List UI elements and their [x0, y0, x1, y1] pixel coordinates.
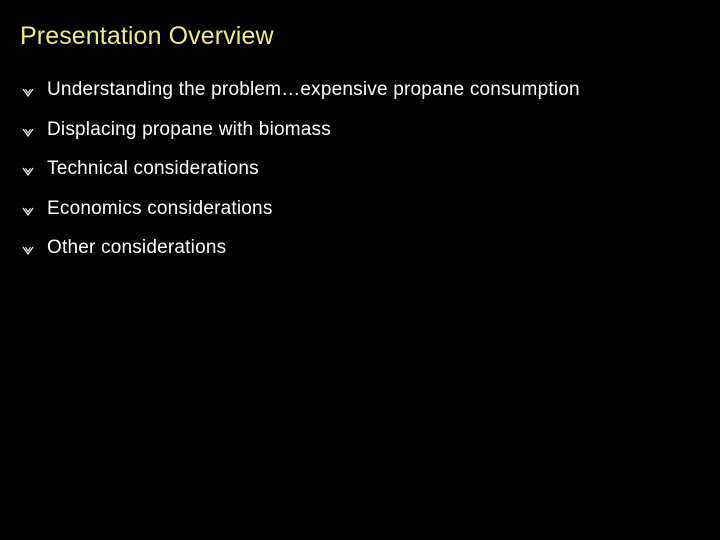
list-item: [20, 195, 580, 223]
list-item: [20, 76, 580, 104]
bullet-text: Technical considerations: [47, 158, 259, 180]
bullet-text: Economics considerations: [47, 197, 273, 219]
bullet-text: Understanding the problem…expensive propane consumption: [47, 79, 580, 100]
checkmark-diamond-icon: [22, 242, 34, 254]
bullet-text: Other considerations: [47, 237, 227, 259]
list-item: [20, 234, 580, 262]
slide-title: Presentation Overview: [20, 22, 274, 50]
list-item: [20, 116, 580, 144]
checkmark-diamond-icon: [22, 84, 34, 96]
checkmark-diamond-icon: [22, 203, 34, 215]
checkmark-diamond-icon: [22, 124, 34, 136]
checkmark-diamond-icon: [22, 163, 34, 175]
bullet-text: Displacing propane with biomass: [47, 118, 331, 140]
bullet-list: [20, 76, 580, 274]
list-item: [20, 155, 580, 183]
